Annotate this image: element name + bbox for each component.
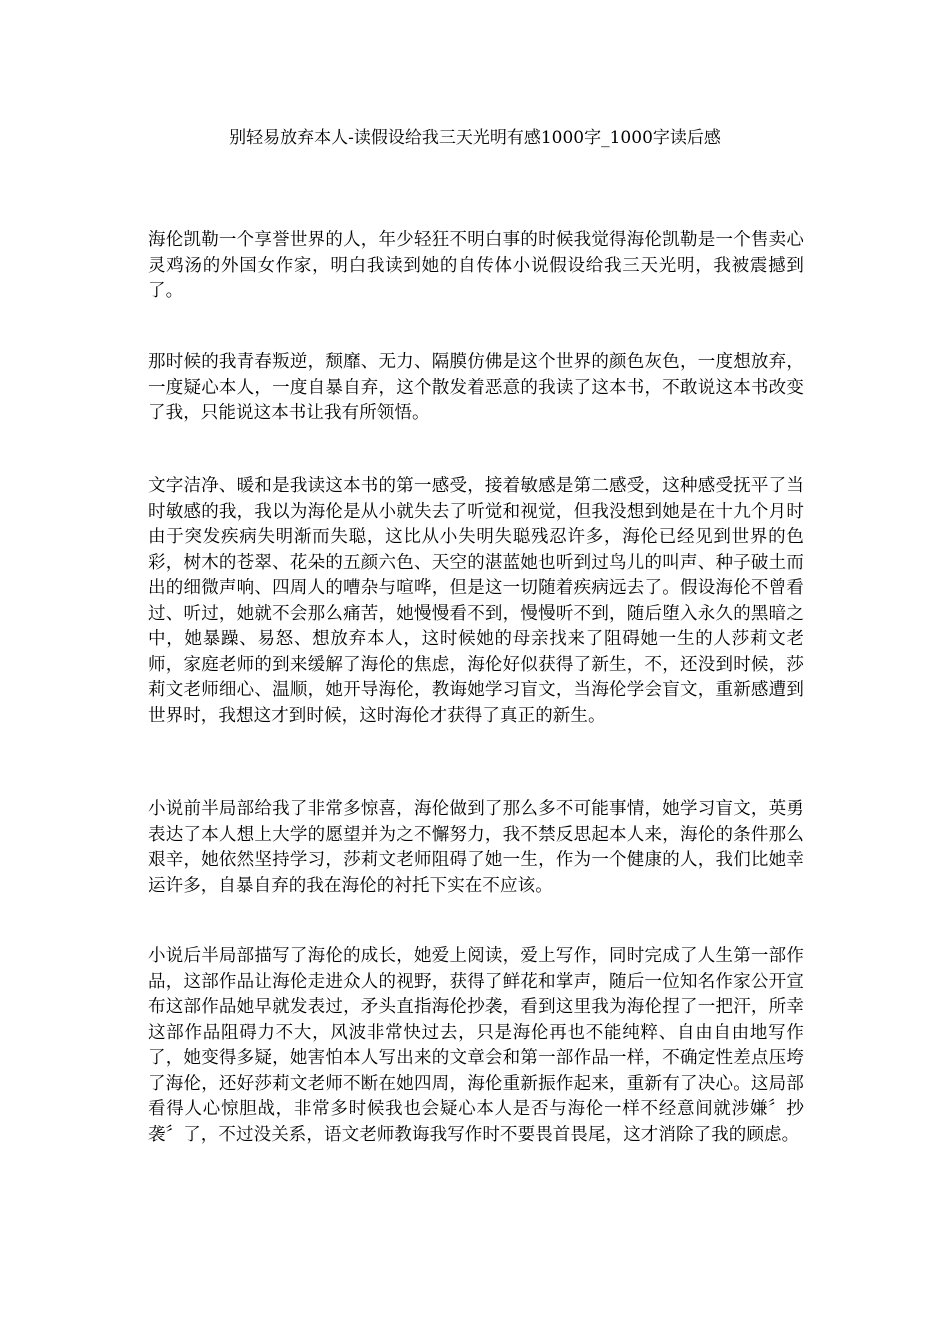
paragraph-4: 小说前半局部给我了非常多惊喜，海伦做到了那么多不可能事情，她学习盲文，英勇表达了本人想上大学的愿望并为之不懈努力，我不禁反思起本人来，海伦的条件那么艰辛，她依然坚持学习，莎莉文老师阻碍了她一生，作为一个健康的人，我们比她幸运许多，自暴自弃的我在海伦的衬托下实在不应该。 <box>148 799 804 896</box>
paragraph-5: 小说后半局部描写了海伦的成长，她爱上阅读，爱上写作，同时完成了人生第一部作品，这部作品让海伦走进众人的视野，获得了鲜花和掌声，随后一位知名作家公开宣布这部作品她早就发表过，矛头直指海伦抄袭，看到这里我为海伦捏了一把汗，所幸这部作品阻碍力不大，风波非常快过去，只是海伦再也不能纯粹、自由自由地写作了，她变得多疑，她害怕本人写出来的文章会和第一部作品一样，不确定性差点压垮了海伦，还好莎莉文老师不断在她四周，海伦重新振作起来，重新有了决心。这局部看得人心惊胆战，非常多时候我也会疑心本人是否与海伦一样不经意间就涉嫌〞抄袭〞了，不过没关系，语文老师教诲我写作时不要畏首畏尾，这才消除了我的顾虑。 <box>148 946 804 1145</box>
paragraph-2: 那时候的我青春叛逆，颓靡、无力、隔膜仿佛是这个世界的颜色灰色，一度想放弃，一度疑心本人，一度自暴自弃，这个散发着恶意的我读了这本书，不敢说这本书改变了我，只能说这本书让我有所领悟。 <box>148 352 804 423</box>
paragraph-1: 海伦凯勒一个享誉世界的人，年少轻狂不明白事的时候我觉得海伦凯勒是一个售卖心灵鸡汤的外国女作家，明白我读到她的自传体小说假设给我三天光明，我被震撼到了。 <box>148 230 804 301</box>
paragraph-3: 文字洁净、暖和是我读这本书的第一感受，接着敏感是第二感受，这种感受抚平了当时敏感的我，我以为海伦是从小就失去了听觉和视觉，但我没想到她是在十九个月时由于突发疾病失明渐而失聪，这比从小失明失聪残忍许多，海伦已经见到世界的色彩，树木的苍翠、花朵的五颜六色、天空的湛蓝她也听到过鸟儿的叫声、种子破土而出的细微声响、四周人的嘈杂与喧哗，但是这一切随着疾病远去了。假设海伦不曾看过、听过，她就不会那么痛苦，她慢慢看不到，慢慢听不到，随后堕入永久的黑暗之中，她暴躁、易怒、想放弃本人，这时候她的母亲找来了阻碍她一生的人莎莉文老师，家庭老师的到来缓解了海伦的焦虑，海伦好似获得了新生，不，还没到时候，莎莉文老师细心、温顺，她开导海伦，教诲她学习盲文，当海伦学会盲文，重新感遭到世界时，我想这才到时候，这时海伦才获得了真正的新生。 <box>148 476 804 726</box>
document-title: 别轻易放弃本人-读假设给我三天光明有感1000字_1000字读后感 <box>229 128 721 148</box>
